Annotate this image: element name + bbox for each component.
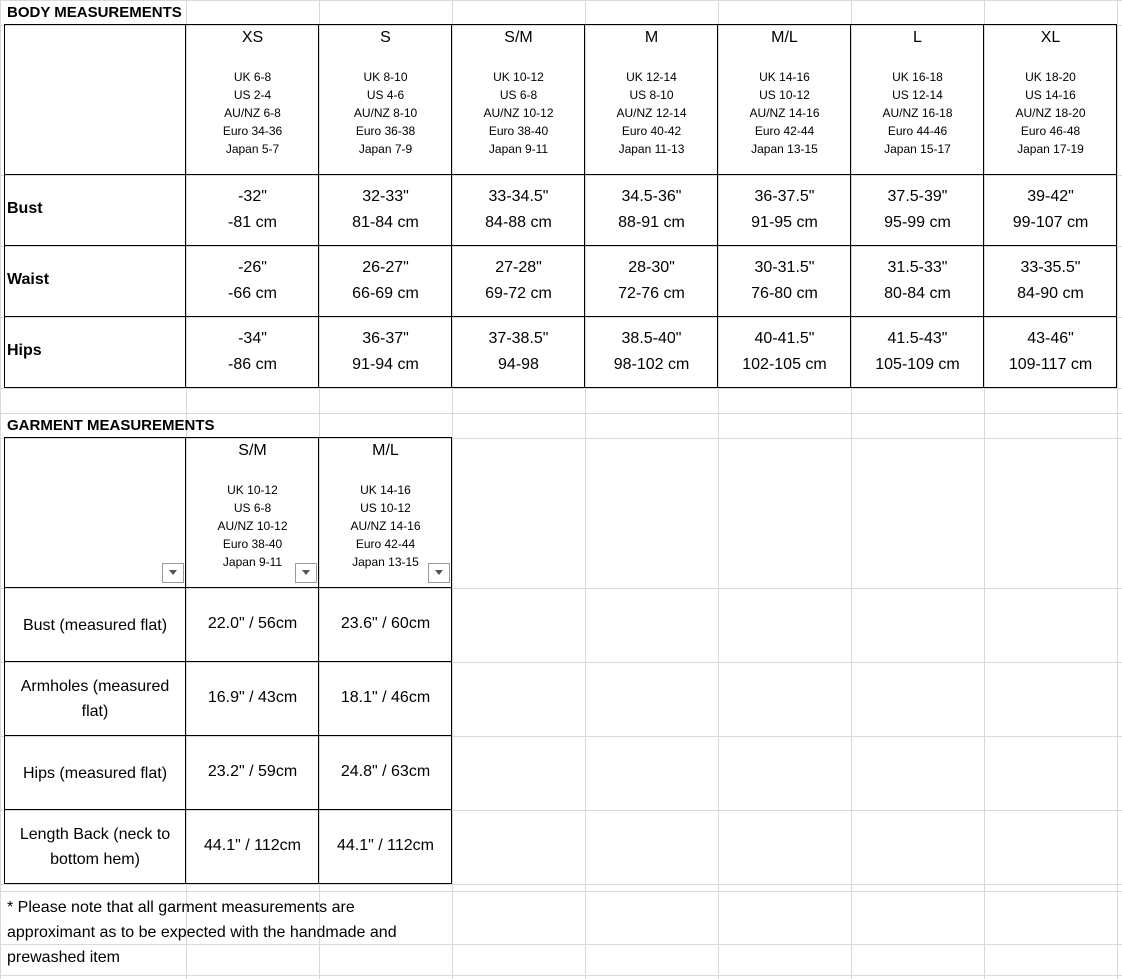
measurement-cell[interactable]	[452, 184, 585, 240]
value-cm: 66-69 cm	[352, 285, 419, 302]
measurement-cell[interactable]	[452, 255, 585, 311]
measurement-cell[interactable]	[186, 184, 319, 240]
value-cm: 91-95 cm	[751, 214, 818, 231]
size-equivalents	[452, 68, 585, 160]
size-equivalents	[851, 68, 984, 160]
value-cm: 88-91 cm	[618, 214, 685, 231]
value-inches: 28-30"	[628, 259, 675, 276]
size-equivalents	[319, 68, 452, 160]
value-cm: 72-76 cm	[618, 285, 685, 302]
value-inches: 38.5-40"	[621, 330, 682, 347]
row-label-bust: Bust	[7, 200, 43, 217]
size-header-s: S	[380, 29, 391, 46]
size-equivalent: AU/NZ 6-8	[224, 106, 281, 120]
value-cm: 105-109 cm	[875, 356, 960, 373]
value-inches: 36-37.5"	[754, 188, 815, 205]
size-equivalent: US 4-6	[366, 88, 405, 102]
garment-row-label-line: Length Back (neck to	[19, 826, 171, 843]
size-equivalents	[718, 68, 851, 160]
value-inches: 41.5-43"	[887, 330, 948, 347]
size-equivalent: Euro 40-42	[621, 124, 682, 138]
size-equivalent: AU/NZ 10-12	[483, 106, 554, 120]
size-equivalent: Japan 13-15	[352, 555, 419, 569]
measurement-cell[interactable]	[718, 184, 851, 240]
value-inches: -32"	[238, 188, 267, 205]
size-equivalent: US 10-12	[360, 501, 411, 515]
size-equivalent: UK 6-8	[233, 70, 272, 84]
value-cm: 109-117 cm	[1008, 356, 1093, 373]
note-line: * Please note that all garment measurements are	[7, 899, 355, 916]
value-cm: 91-94 cm	[352, 356, 419, 373]
value-inches: 36-37"	[362, 330, 409, 347]
value-inches: 33-34.5"	[488, 188, 549, 205]
size-equivalent: US 8-10	[629, 88, 674, 102]
size-equivalent: Euro 42-44	[754, 124, 815, 138]
size-equivalent: AU/NZ 14-16	[749, 106, 820, 120]
value-cm: 95-99 cm	[884, 214, 951, 231]
row-label-waist: Waist	[7, 271, 50, 288]
size-equivalent: Japan 11-13	[618, 142, 685, 156]
measurement-cell[interactable]	[984, 255, 1117, 311]
value-cm: 84-88 cm	[485, 214, 552, 231]
measurement-cell[interactable]	[186, 326, 319, 382]
size-equivalent: UK 14-16	[759, 70, 810, 84]
measurement-cell[interactable]	[718, 326, 851, 382]
dropdown-arrow-icon	[434, 570, 444, 576]
size-equivalent: UK 10-12	[493, 70, 544, 84]
size-equivalent: Japan 9-11	[222, 555, 283, 569]
value-inches: 30-31.5"	[754, 259, 815, 276]
note-line: approximant as to be expected with the handmade and	[7, 924, 397, 941]
measurement-cell[interactable]	[585, 184, 718, 240]
size-equivalent: AU/NZ 10-12	[217, 519, 288, 533]
measurement-cell[interactable]	[319, 326, 452, 382]
size-equivalent: US 10-12	[759, 88, 810, 102]
measurement-cell[interactable]	[718, 255, 851, 311]
value-inches: 37-38.5"	[488, 330, 549, 347]
measurement-cell[interactable]	[585, 326, 718, 382]
measurement-cell[interactable]	[851, 184, 984, 240]
size-equivalent: UK 16-18	[892, 70, 943, 84]
measurement-cell[interactable]	[851, 326, 984, 382]
measurement-cell[interactable]	[319, 184, 452, 240]
size-equivalent: UK 18-20	[1025, 70, 1076, 84]
size-equivalent: AU/NZ 14-16	[350, 519, 421, 533]
size-equivalent: AU/NZ 18-20	[1015, 106, 1086, 120]
value-inches: 32-33"	[362, 188, 409, 205]
size-equivalent: Euro 46-48	[1020, 124, 1081, 138]
size-equivalent: Japan 9-11	[488, 142, 549, 156]
value-cm: 76-80 cm	[751, 285, 818, 302]
garment-note	[7, 895, 447, 973]
value-inches: 31.5-33"	[887, 259, 948, 276]
size-equivalent: Euro 44-46	[887, 124, 948, 138]
garment-size-header-s-m: S/M	[238, 442, 267, 459]
garment-row-label-line: bottom hem)	[50, 851, 140, 868]
garment-measurement-cell[interactable]: 24.8" / 63cm	[340, 763, 431, 780]
size-equivalent: Euro 38-40	[488, 124, 549, 138]
value-cm: 69-72 cm	[485, 285, 552, 302]
size-equivalent: Euro 36-38	[355, 124, 416, 138]
value-inches: 34.5-36"	[621, 188, 682, 205]
note-line: prewashed item	[7, 949, 120, 966]
value-cm: 94-98	[498, 356, 539, 373]
size-header-xs: XS	[241, 29, 264, 46]
measurement-cell[interactable]	[984, 326, 1117, 382]
garment-size-equivalents	[186, 481, 319, 573]
dropdown-arrow-icon	[168, 570, 178, 576]
filter-dropdown-button[interactable]	[162, 563, 184, 583]
value-inches: 27-28"	[495, 259, 542, 276]
value-cm: 102-105 cm	[742, 356, 827, 373]
dropdown-arrow-icon	[301, 570, 311, 576]
value-cm: 80-84 cm	[884, 285, 951, 302]
size-equivalent: US 12-14	[892, 88, 943, 102]
size-equivalents	[186, 68, 319, 160]
garment-measurement-cell[interactable]: 18.1" / 46cm	[340, 689, 431, 706]
garment-measurement-cell[interactable]: 44.1" / 112cm	[204, 837, 301, 854]
garment-row-label-line: Hips (measured flat)	[22, 764, 168, 782]
size-equivalent: AU/NZ 8-10	[353, 106, 418, 120]
size-equivalent: Japan 17-19	[1017, 142, 1084, 156]
measurement-cell[interactable]	[452, 326, 585, 382]
garment-measurements-title: GARMENT MEASUREMENTS	[7, 417, 215, 434]
value-cm: -66 cm	[228, 285, 277, 302]
value-inches: -34"	[238, 330, 267, 347]
value-cm: -86 cm	[228, 356, 277, 373]
size-header-s-m: S/M	[504, 29, 533, 46]
value-inches: -26"	[238, 259, 267, 276]
measurement-cell[interactable]	[186, 255, 319, 311]
size-equivalent: AU/NZ 16-18	[882, 106, 953, 120]
row-label-hips: Hips	[7, 342, 42, 359]
garment-measurement-cell[interactable]: 44.1" / 112cm	[337, 837, 434, 854]
garment-size-equivalents	[319, 481, 452, 573]
size-header-m: M	[644, 29, 659, 46]
value-inches: 43-46"	[1027, 330, 1074, 347]
size-equivalent: US 6-8	[233, 501, 272, 515]
size-equivalent: UK 14-16	[360, 483, 411, 497]
size-equivalent: UK 8-10	[363, 70, 408, 84]
value-inches: 33-35.5"	[1020, 259, 1081, 276]
value-cm: 81-84 cm	[352, 214, 419, 231]
size-equivalent: Euro 34-36	[222, 124, 283, 138]
size-equivalent: AU/NZ 12-14	[616, 106, 687, 120]
garment-row-label	[5, 761, 185, 786]
measurement-cell[interactable]	[585, 255, 718, 311]
size-equivalent: US 2-4	[233, 88, 272, 102]
garment-row-label-line: Armholes (measured	[20, 678, 170, 695]
size-equivalent: Japan 7-9	[358, 142, 413, 156]
measurement-cell[interactable]	[851, 255, 984, 311]
size-header-l: L	[913, 29, 922, 46]
value-cm: 84-90 cm	[1017, 285, 1084, 302]
garment-row-label-line: Bust (measured flat)	[22, 616, 168, 634]
size-equivalent: US 14-16	[1025, 88, 1076, 102]
garment-measurement-cell[interactable]: 23.6" / 60cm	[340, 615, 431, 632]
size-equivalent: Japan 5-7	[225, 142, 280, 156]
size-equivalent: Euro 42-44	[355, 537, 416, 551]
size-equivalent: UK 10-12	[227, 483, 278, 497]
size-equivalent: Euro 38-40	[222, 537, 283, 551]
garment-row-label	[5, 674, 185, 724]
size-header-m-l: M/L	[771, 29, 798, 46]
size-equivalent: US 6-8	[499, 88, 538, 102]
value-cm: 98-102 cm	[613, 356, 690, 373]
filter-dropdown-button[interactable]	[295, 563, 317, 583]
garment-measurement-cell[interactable]: 22.0" / 56cm	[207, 615, 298, 632]
garment-measurement-cell[interactable]: 16.9" / 43cm	[207, 689, 298, 706]
measurement-cell[interactable]	[319, 255, 452, 311]
garment-row-label	[5, 613, 185, 638]
garment-row-label	[5, 822, 185, 872]
size-equivalent: Japan 15-17	[884, 142, 951, 156]
size-equivalents	[984, 68, 1117, 160]
value-inches: 37.5-39"	[887, 188, 948, 205]
value-inches: 40-41.5"	[754, 330, 815, 347]
value-cm: -81 cm	[228, 214, 277, 231]
size-equivalent: Japan 13-15	[751, 142, 818, 156]
value-cm: 99-107 cm	[1012, 214, 1089, 231]
filter-dropdown-button[interactable]	[428, 563, 450, 583]
size-equivalents	[585, 68, 718, 160]
garment-measurement-cell[interactable]: 23.2" / 59cm	[207, 763, 298, 780]
size-header-xl: XL	[1040, 29, 1061, 46]
garment-size-header-m-l: M/L	[372, 442, 399, 459]
value-inches: 26-27"	[362, 259, 409, 276]
measurement-cell[interactable]	[984, 184, 1117, 240]
body-measurements-title: BODY MEASUREMENTS	[7, 4, 182, 21]
value-inches: 39-42"	[1027, 188, 1074, 205]
size-equivalent: UK 12-14	[626, 70, 677, 84]
garment-row-label-line: flat)	[81, 703, 109, 720]
